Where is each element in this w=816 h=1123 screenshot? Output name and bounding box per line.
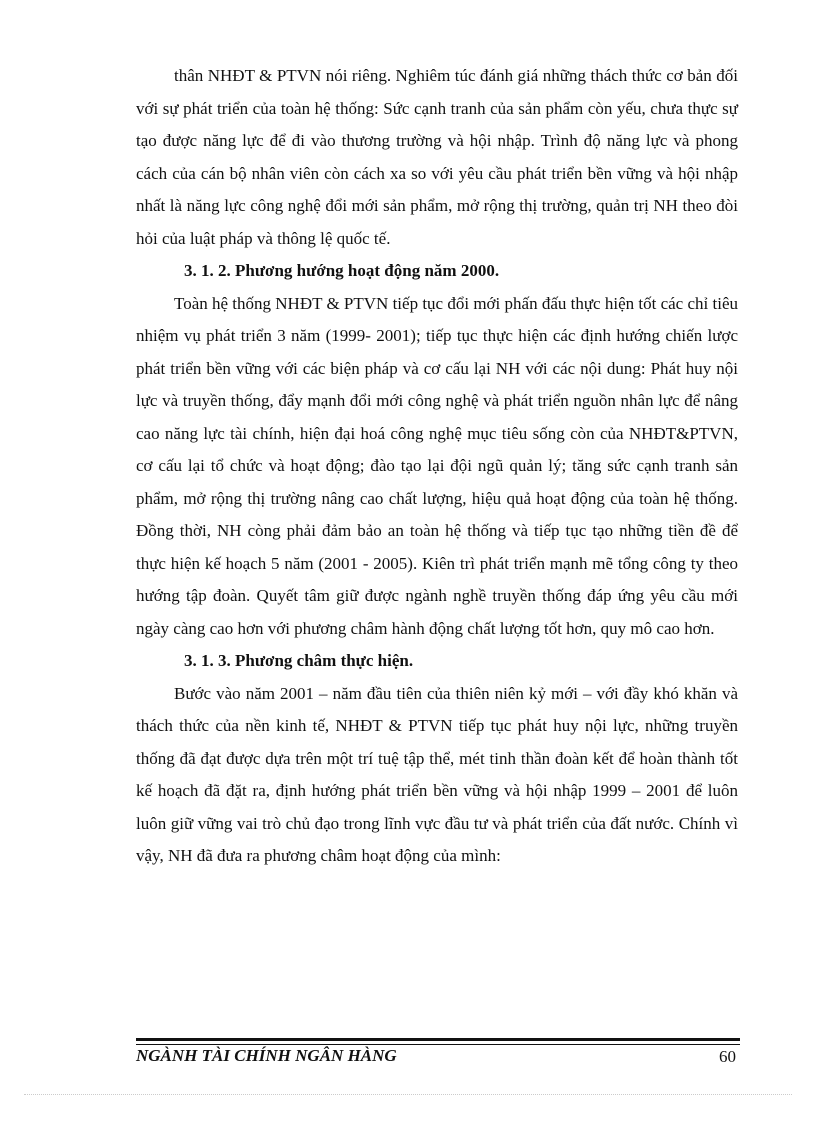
footer-title: NGÀNH TÀI CHÍNH NGÂN HÀNG — [136, 1046, 397, 1065]
footer-divider — [136, 1038, 740, 1045]
paragraph-2: Toàn hệ thống NHĐT & PTVN tiếp tục đổi mới phấn đấu thực hiện tốt các chỉ tiêu nhiệm vụ phát triển 3 năm (1999- 2001); tiếp tục thực hiện các định hướng chiến lược phát triển bền vững với các biện pháp và cơ cấu lại NH với các nội dung: Phát huy nội lực và truyền thống, đẩy mạnh đổi mới công nghệ và phát triển nguồn nhân lực để nâng cao năng lực tài chính, hiện đại hoá công nghệ mục tiêu sống còn của NHĐT&PTVN, cơ cấu lại tổ chức và hoạt động; đào tạo lại đội ngũ quản lý; tăng sức cạnh tranh sản phẩm, mở rộng thị trường nâng cao chất lượng, hiệu quả hoạt động của toàn hệ thống. Đồng thời, NH còng phải đảm bảo an toàn hệ thống và tiếp tục tạo những tiền đề để thực hiện kế hoạch 5 năm (2001 - 2005). Kiên trì phát triển mạnh mẽ tổng công ty theo hướng tập đoàn. Quyết tâm giữ được ngành nghề truyền thống đáp ứng yêu cầu mới ngày càng cao hơn với phương châm hành động chất lượng tốt hơn, quy mô cao hơn. — [136, 293, 738, 638]
section-heading-3-1-3: 3. 1. 3. Phương châm thực hiện. — [184, 651, 414, 670]
paragraph-1: thân NHĐT & PTVN nói riêng. Nghiêm túc đánh giá những thách thức cơ bản đối với sự phát triển của toàn hệ thống: Sức cạnh tranh của sản phẩm còn yếu, chưa thực sự tạo được năng lực để đi vào thương trường và hội nhập. Trình độ năng lực và phong cách của cán bộ nhân viên còn cách xa so với yêu cầu phát triển bền vững và hội nhập nhất là năng lực công nghệ đổi mới sản phẩm, mở rộng thị trường, quản trị NH theo đòi hỏi của luật pháp và thông lệ quốc tế. — [136, 66, 738, 248]
paragraph-3: Bước vào năm 2001 – năm đầu tiên của thiên niên kỷ mới – với đầy khó khăn và thách thức của nền kinh tế, NHĐT & PTVN tiếp tục phát huy nội lực, những truyền thống đã đạt được dựa trên một trí tuệ tập thể, mét tinh thần đoàn kết để hoàn thành tốt kế hoạch đã đặt ra, định hướng phát triển bền vững và hội nhập 1999 – 2001 để luôn luôn giữ vững vai trò chủ đạo trong lĩnh vực đầu tư và phát triển của đất nước. Chính vì vậy, NH đã đưa ra phương châm hoạt động của mình: — [136, 683, 738, 865]
page-edge-divider — [24, 1094, 792, 1095]
page-number: 60 — [719, 1047, 736, 1066]
page-body — [136, 60, 738, 873]
section-heading-3-1-2: 3. 1. 2. Phương hướng hoạt động năm 2000. — [184, 261, 500, 280]
